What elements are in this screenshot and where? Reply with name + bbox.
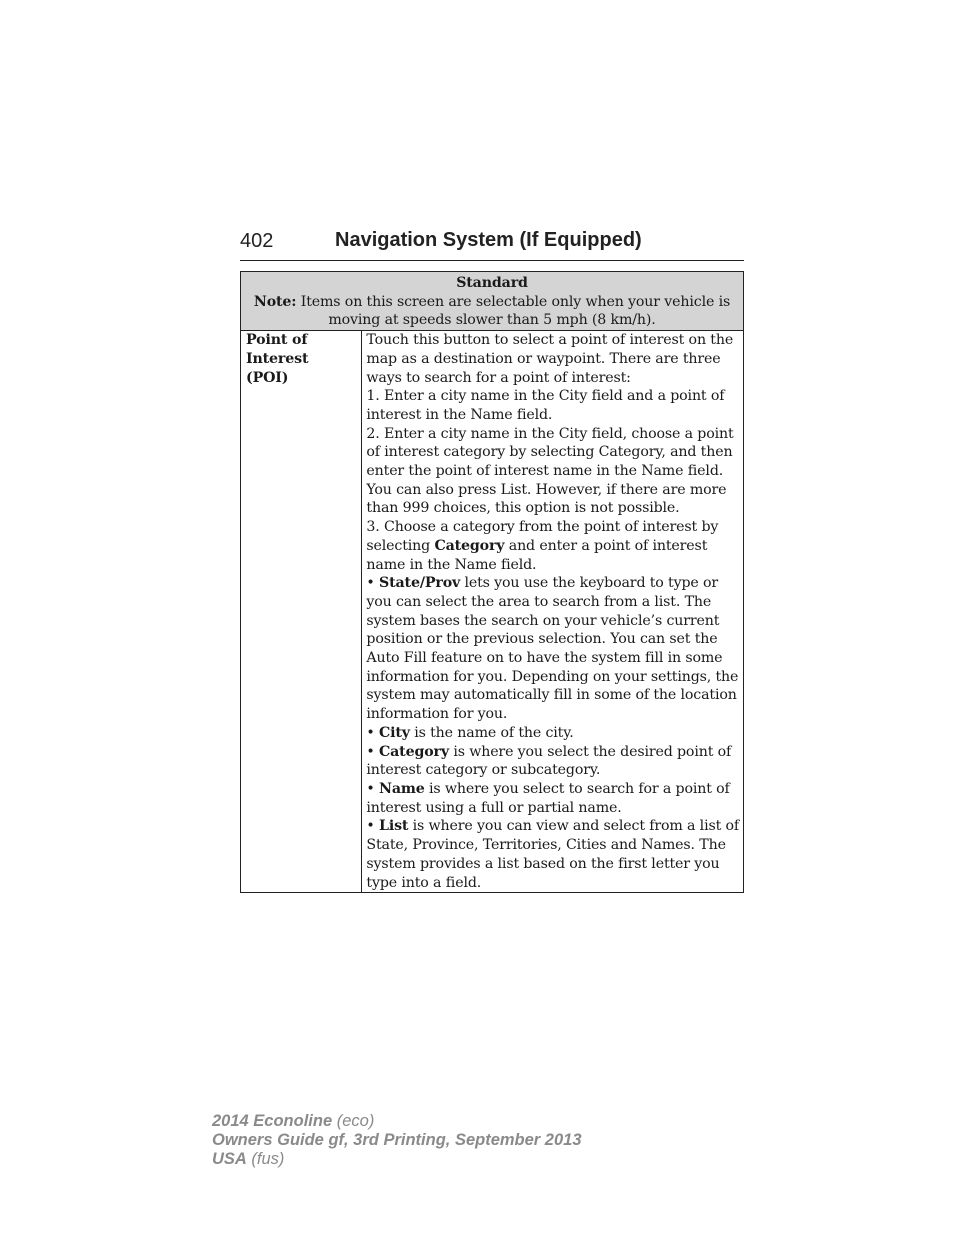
footer-line-vehicle bbox=[212, 1112, 582, 1131]
desc-text: is where you select the desired point of bbox=[448, 743, 732, 760]
desc-line: ways to search for a point of interest: bbox=[366, 369, 631, 386]
page-number: 402 bbox=[240, 230, 274, 252]
row-label-cell bbox=[241, 331, 362, 893]
desc-line bbox=[366, 537, 739, 556]
desc-line: interest category or subcategory. bbox=[366, 762, 601, 779]
row-label-line: (POI) bbox=[246, 369, 289, 386]
footer-model-code: (eco) bbox=[332, 1112, 375, 1130]
desc-line: Auto Fill feature on to have the system fill in some bbox=[366, 650, 723, 667]
desc-line: system may automatically fill in some of the location bbox=[366, 687, 737, 704]
desc-line bbox=[366, 817, 739, 836]
desc-line: 2. Enter a city name in the City field, choose a point bbox=[366, 425, 734, 442]
desc-line: system bases the search on your vehicle’s current bbox=[366, 612, 720, 629]
table-note bbox=[249, 293, 735, 312]
row-label-line: Point of bbox=[246, 332, 308, 349]
desc-line: 3. Choose a category from the point of interest by bbox=[366, 519, 719, 536]
desc-line: map as a destination or waypoint. There are three bbox=[366, 350, 721, 367]
page-header bbox=[240, 228, 744, 261]
bullet: • bbox=[366, 575, 379, 592]
table-header-row bbox=[241, 272, 744, 331]
bullet: • bbox=[366, 743, 379, 760]
desc-line: interest using a full or partial name. bbox=[366, 799, 622, 816]
note-text-line1: Items on this screen are selectable only when your vehicle is bbox=[296, 293, 731, 310]
desc-line: name in the Name field. bbox=[366, 556, 537, 573]
desc-line: State, Province, Territories, Cities and Names. The bbox=[366, 837, 726, 854]
desc-term: Name bbox=[379, 780, 425, 797]
desc-text: selecting bbox=[366, 537, 435, 554]
desc-line: enter the point of interest name in the Name field. bbox=[366, 463, 724, 480]
desc-text: is where you can view and select from a list of bbox=[408, 818, 739, 835]
desc-line: than 999 choices, this option is not possible. bbox=[366, 500, 680, 517]
table-row bbox=[241, 331, 744, 893]
desc-term: State/Prov bbox=[379, 575, 461, 592]
page-footer bbox=[212, 1112, 582, 1169]
footer-region: USA bbox=[212, 1150, 247, 1168]
desc-line: interest in the Name field. bbox=[366, 406, 553, 423]
desc-text: is the name of the city. bbox=[409, 724, 574, 741]
row-description-cell bbox=[362, 331, 744, 893]
desc-line: information for you. bbox=[366, 706, 508, 723]
desc-line: system provides a list based on the first letter you bbox=[366, 855, 720, 872]
desc-line: information for you. Depending on your settings, the bbox=[366, 668, 739, 685]
bullet: • bbox=[366, 818, 379, 835]
desc-line: type into a field. bbox=[366, 874, 482, 891]
desc-text: is where you select to search for a point of bbox=[424, 780, 730, 797]
desc-line bbox=[366, 574, 739, 593]
page-title: Navigation System (If Equipped) bbox=[335, 229, 642, 251]
footer-model: 2014 Econoline bbox=[212, 1112, 333, 1130]
desc-line bbox=[366, 743, 739, 762]
desc-line: 1. Enter a city name in the City field and a point of bbox=[366, 388, 725, 405]
desc-term: City bbox=[379, 724, 410, 741]
desc-line bbox=[366, 780, 739, 799]
row-label-line: Interest bbox=[246, 350, 309, 367]
desc-term: List bbox=[379, 818, 409, 835]
desc-line bbox=[366, 724, 739, 743]
desc-text: lets you use the keyboard to type or bbox=[460, 575, 719, 592]
note-label: Note: bbox=[253, 293, 297, 310]
desc-text: and enter a point of interest bbox=[504, 537, 708, 554]
desc-line: of interest category by selecting Category, and then bbox=[366, 444, 733, 461]
footer-line-guide: Owners Guide gf, 3rd Printing, September 2013 bbox=[212, 1131, 582, 1149]
desc-term: Category bbox=[434, 537, 505, 554]
settings-table bbox=[240, 271, 744, 893]
bullet: • bbox=[366, 780, 379, 797]
note-text-line2: moving at speeds slower than 5 mph (8 km/h). bbox=[328, 312, 656, 329]
footer-line-region bbox=[212, 1150, 582, 1169]
desc-line: you can select the area to search from a list. The bbox=[366, 593, 712, 610]
desc-term: Category bbox=[379, 743, 449, 760]
bullet: • bbox=[366, 724, 379, 741]
table-heading: Standard bbox=[456, 275, 528, 291]
desc-line: You can also press List. However, if there are more bbox=[366, 481, 727, 498]
footer-region-code: (fus) bbox=[246, 1150, 285, 1168]
desc-line: position or the previous selection. You can set the bbox=[366, 631, 718, 648]
table-header-cell bbox=[241, 272, 744, 331]
desc-line: Touch this button to select a point of interest on the bbox=[366, 332, 734, 349]
